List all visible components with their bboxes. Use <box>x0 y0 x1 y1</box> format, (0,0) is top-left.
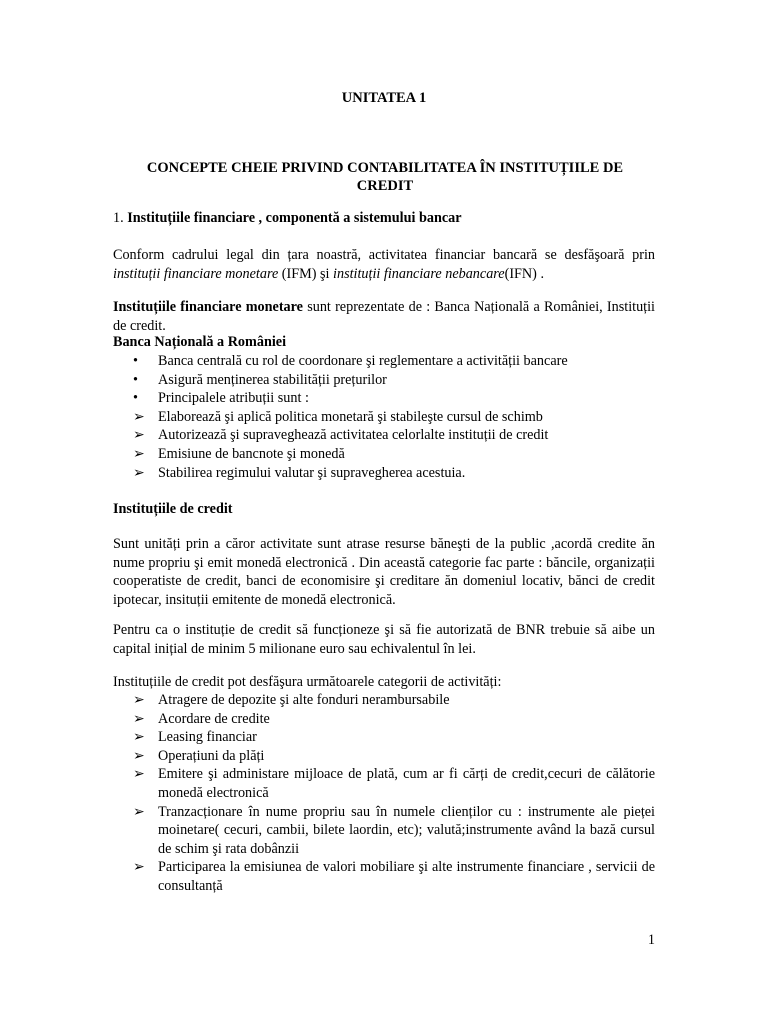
ifm-paragraph <box>113 298 655 335</box>
list-item-text: Banca centrală cu rol de coordonare şi reglementare a activității bancare <box>158 353 568 369</box>
intro-paragraph <box>113 246 655 283</box>
intro-term-ifm: instituții financiare monetare <box>113 265 279 282</box>
intro-text-3: (IFN) . <box>504 265 544 282</box>
credit-heading: Instituțiile de credit <box>113 501 233 517</box>
bullet-icon: • <box>133 371 138 388</box>
list-item <box>133 728 655 747</box>
list-item <box>133 765 655 802</box>
bnr-heading: Banca Națională a României <box>113 334 287 350</box>
list-item-text: Acordare de credite <box>158 710 270 727</box>
list-item <box>133 858 655 895</box>
section-number: 1. <box>113 210 128 226</box>
list-item-text: Atragere de depozite şi alte fonduri nerambursabile <box>158 692 450 708</box>
list-item-text: Leasing financiar <box>158 729 257 746</box>
bnr-list <box>133 352 655 482</box>
list-item-text: Emitere şi administare mijloace de plată, cum ar fi cărți de credit,cecuri de călătorie monedă electronică <box>158 766 655 801</box>
page-number: 1 <box>647 932 655 948</box>
list-item <box>133 710 655 729</box>
list-item <box>133 371 655 390</box>
list-item <box>133 803 655 859</box>
arrow-bullet-icon: ➢ <box>133 729 145 746</box>
list-item <box>133 352 655 371</box>
list-item <box>133 389 655 408</box>
bullet-icon: • <box>133 353 138 369</box>
list-item-text: Elaborează şi aplică politica monetară şi stabileşte cursul de schimb <box>158 408 543 425</box>
credit-paragraph-2: Pentru ca o instituție de credit să funcționeze şi să fie autorizată de BNR trebuie să aibe un capital inițial de minim 5 milionane euro sau echivalentul în lei. <box>113 622 655 657</box>
list-item-text: Tranzacționare în nume propriu sau în numele clienților cu : instrumente ale pieței moinetare( cecuri, cambii, bilete laordin, etc); valută;instrumente având la bază cursul de schim şi rata dobânzii <box>158 803 655 857</box>
list-item <box>133 747 655 766</box>
list-item-text: Operațiuni da plăți <box>158 747 265 764</box>
list-item-text: Principalele atribuții sunt : <box>158 390 309 407</box>
arrow-bullet-icon: ➢ <box>133 427 145 444</box>
arrow-bullet-icon: ➢ <box>133 445 145 462</box>
ifm-term: Instituțiile financiare monetare <box>113 299 303 315</box>
intro-term-ifn: instituții financiare nebancare <box>333 265 505 282</box>
list-item-text: Autorizează şi supraveghează activitatea celorlalte instituții de credit <box>158 427 549 444</box>
list-item <box>133 426 655 445</box>
main-title: CONCEPTE CHEIE PRIVIND CONTABILITATEA ÎN INSTITUȚIILE DE CREDIT <box>146 160 624 194</box>
intro-text-2: (IFM) şi <box>278 265 334 282</box>
arrow-bullet-icon: ➢ <box>133 747 145 764</box>
unit-title: UNITATEA 1 <box>341 90 427 106</box>
section-1-heading <box>113 210 462 227</box>
arrow-bullet-icon: ➢ <box>133 859 145 876</box>
arrow-bullet-icon: ➢ <box>133 803 145 820</box>
arrow-bullet-icon: ➢ <box>133 710 145 727</box>
list-item <box>133 408 655 427</box>
arrow-bullet-icon: ➢ <box>133 408 145 425</box>
list-item <box>133 445 655 464</box>
list-item <box>133 464 655 483</box>
list-item <box>133 691 655 710</box>
arrow-bullet-icon: ➢ <box>133 766 145 783</box>
list-item-text: Emisiune de bancnote şi monedă <box>158 445 345 462</box>
credit-paragraph-3: Instituțiile de credit pot desfăşura următoarele categorii de activități: <box>113 674 502 690</box>
list-item-text: Stabilirea regimului valutar şi supravegherea acestuia. <box>158 464 466 481</box>
ifm-text: sunt reprezentate de : Banca Națională a României, Instituții de credit. <box>113 299 655 334</box>
arrow-bullet-icon: ➢ <box>133 464 145 481</box>
section-title: Instituțiile financiare , componentă a sistemului bancar <box>127 210 462 226</box>
intro-text-1: Conform cadrului legal din țara noastră, activitatea financiar bancară se desfăşoară prin <box>113 247 655 263</box>
arrow-bullet-icon: ➢ <box>133 692 145 708</box>
bullet-icon: • <box>133 390 138 407</box>
list-item-text: Asigură menținerea stabilității prețurilor <box>158 371 387 388</box>
activities-list <box>133 691 655 896</box>
list-item-text: Participarea la emisiunea de valori mobiliare şi alte instrumente financiare , servicii de consultanță <box>158 859 655 894</box>
credit-paragraph-1: Sunt unități prin a căror activitate sunt atrase resurse băneşti de la public ,acordă credite ăn nume propriu şi emit monedă electronică . Din această categorie fac parte : băncile, organizații cooperatiste de credit, banci de economisire şi creditare ăn domeniul locativ, bănci de credit ipotecar, insituții emitente de monedă electronică. <box>113 536 655 608</box>
